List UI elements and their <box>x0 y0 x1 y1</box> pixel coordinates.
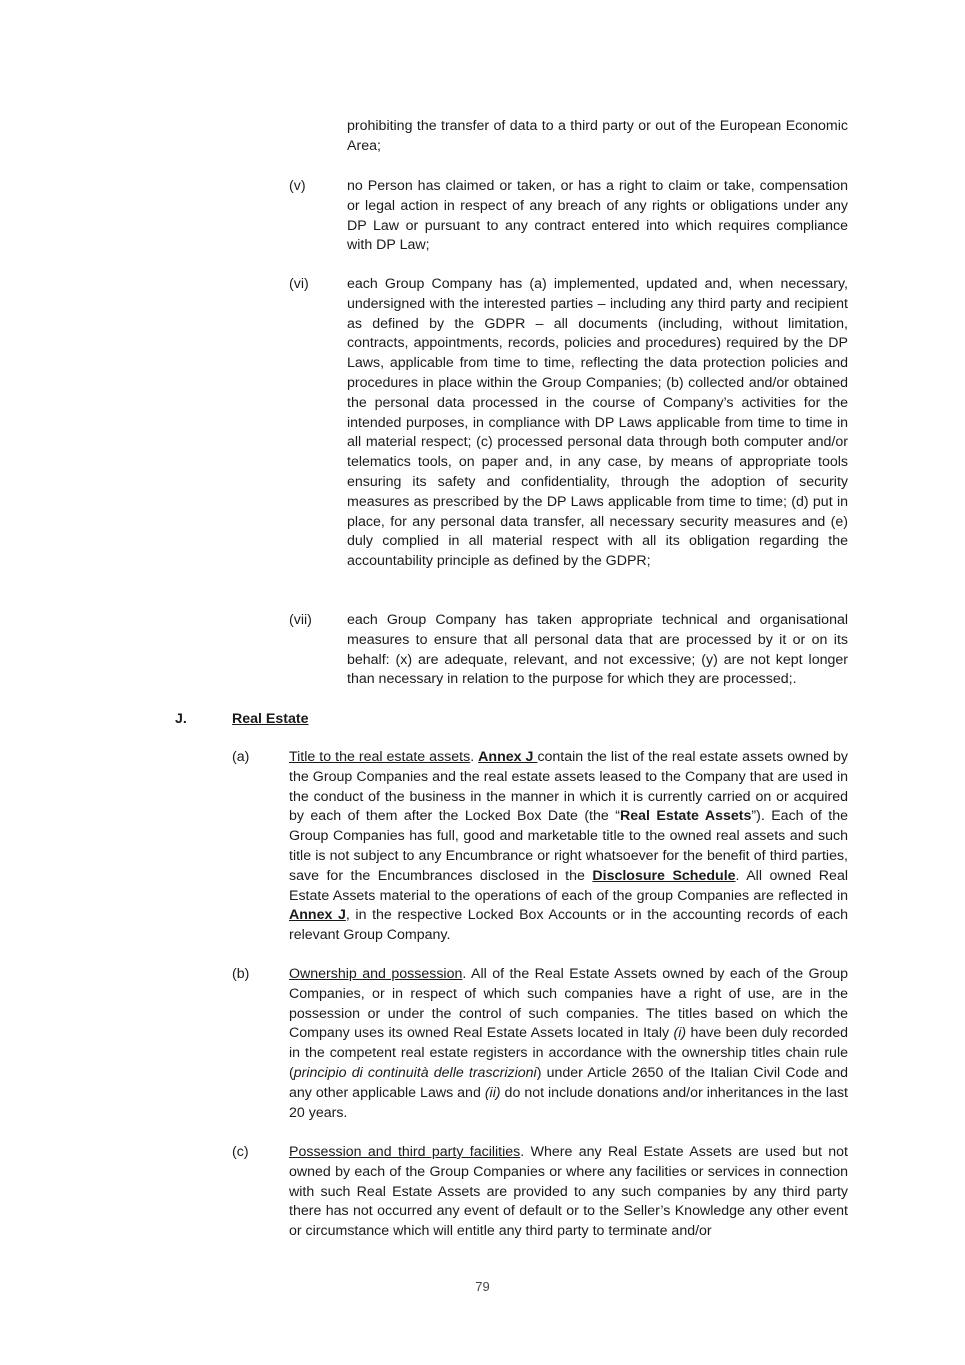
disclosure-schedule-reference: Disclosure Schedule <box>592 867 736 884</box>
item-b-label: (b) <box>232 966 250 982</box>
item-a-segment: contain the list of the real estate assets owned by the Group Companies and the real estate assets leased to the Company that are used in the conduct of the business in the manner in which it is currently carried on or acquired by each of them after the Locked Box Date (the “ <box>289 749 848 825</box>
clause-vi-text: each Group Company has (a) implemented, updated and, when necessary, undersigned with the interested parties – including any third party and recipient as defined by the GDPR – all documents (including, without limitation, contracts, appointments, records, policies and procedures) required by the DP Laws, applicable from time to time, reflecting the data protection policies and procedures in place within the Group Companies; (b) collected and/or obtained the personal data processed in the course of Company’s activities for the intended purposes, in compliance with DP Laws applicable from time to time in all material respect; (c) processed personal data through both computer and/or telematics tools, on paper and, in any case, by means of appropriate tools ensuring its safety and confidentiality, through the adoption of security measures as prescribed by the DP Laws applicable from time to time; (d) put in place, for any personal data transfer, all necessary security measures and (e) duly complied in all material respect with all its obligation regarding the accountability principle as defined by the GDPR; <box>347 276 848 570</box>
item-b-roman-i: (i) <box>673 1025 687 1042</box>
item-b-heading: Ownership and possession <box>289 966 463 982</box>
item-b-segment: . All of the Real Estate Assets owned by each of the Group Companies, or in respect of which such companies have a right of use, are in the possession or under the control of such companies. The titles based on which the Company uses its owned Real Estate Assets located in Italy <box>289 966 848 1042</box>
item-b-text <box>289 965 848 1123</box>
item-c-label: (c) <box>232 1144 249 1160</box>
clause-v-label: (v) <box>289 178 306 194</box>
item-b-segment: ) under Article 2650 of the Italian Civil Code and any other applicable Laws and <box>289 1064 848 1101</box>
item-c-segment: . Where any Real Estate Assets are used but not owned by each of the Group Companies or where any facilities or services in connection with such Real Estate Assets are provided to any such companies by any third party there has not occurred any event of default or to the Seller’s Knowledge any other event or circumstance which will entitle any third party to terminate and/or <box>289 1144 848 1240</box>
item-a-label: (a) <box>232 749 250 765</box>
item-a-segment: , in the respective Locked Box Accounts or in the accounting records of each relevant Group Company. <box>289 907 848 944</box>
item-b-segment: do not include donations and/or inheritances in the last 20 years. <box>289 1084 848 1121</box>
item-c-heading: Possession and third party facilities <box>289 1144 521 1160</box>
annex-j-reference: Annex J <box>289 907 346 924</box>
item-b-segment: have been duly recorded in the competent real estate registers in accordance with the ownership titles chain rule ( <box>289 1025 848 1081</box>
item-a-segment: . All owned Real Estate Assets material to the operations of each of the group Companies are reflected in <box>289 867 848 904</box>
clause-iv-continuation: prohibiting the transfer of data to a third party or out of the European Economic Area; <box>347 118 848 154</box>
section-j-title: Real Estate <box>232 711 309 727</box>
section-j-label: J. <box>175 711 187 727</box>
item-b-roman-ii: (ii) <box>484 1084 501 1101</box>
page-number: 79 <box>475 1279 490 1294</box>
item-a-segment: ”). Each of the Group Companies has full, good and marketable title to the owned real assets and such title is not subject to any Encumbrance or right whatsoever for the benefit of third parties, save for the Encumbrances disclosed in the <box>289 808 848 884</box>
item-a-heading: Title to the real estate assets <box>289 749 471 765</box>
defined-term: Real Estate Assets <box>619 808 752 825</box>
clause-vi-label: (vi) <box>289 276 309 292</box>
item-a-segment: . <box>470 749 479 765</box>
annex-j-reference: Annex J <box>478 749 538 765</box>
clause-vii-label: (vii) <box>289 612 312 628</box>
item-a-text <box>289 748 848 946</box>
clause-v-text: no Person has claimed or taken, or has a right to claim or take, compensation or legal action in respect of any breach of any rights or obligations under any DP Law or pursuant to any contract entered into which requires compliance with DP Law; <box>347 178 848 254</box>
item-c-text <box>289 1143 848 1242</box>
clause-vii-text: each Group Company has taken appropriate technical and organisational measures to ensure that all personal data that are processed by it or on its behalf: (x) are adequate, relevant, and not excessive; (y) are not kept longer than necessary in relation to the purpose for which they are processed;. <box>347 612 848 688</box>
italian-term: principio di continuità delle trascrizioni <box>293 1064 537 1081</box>
